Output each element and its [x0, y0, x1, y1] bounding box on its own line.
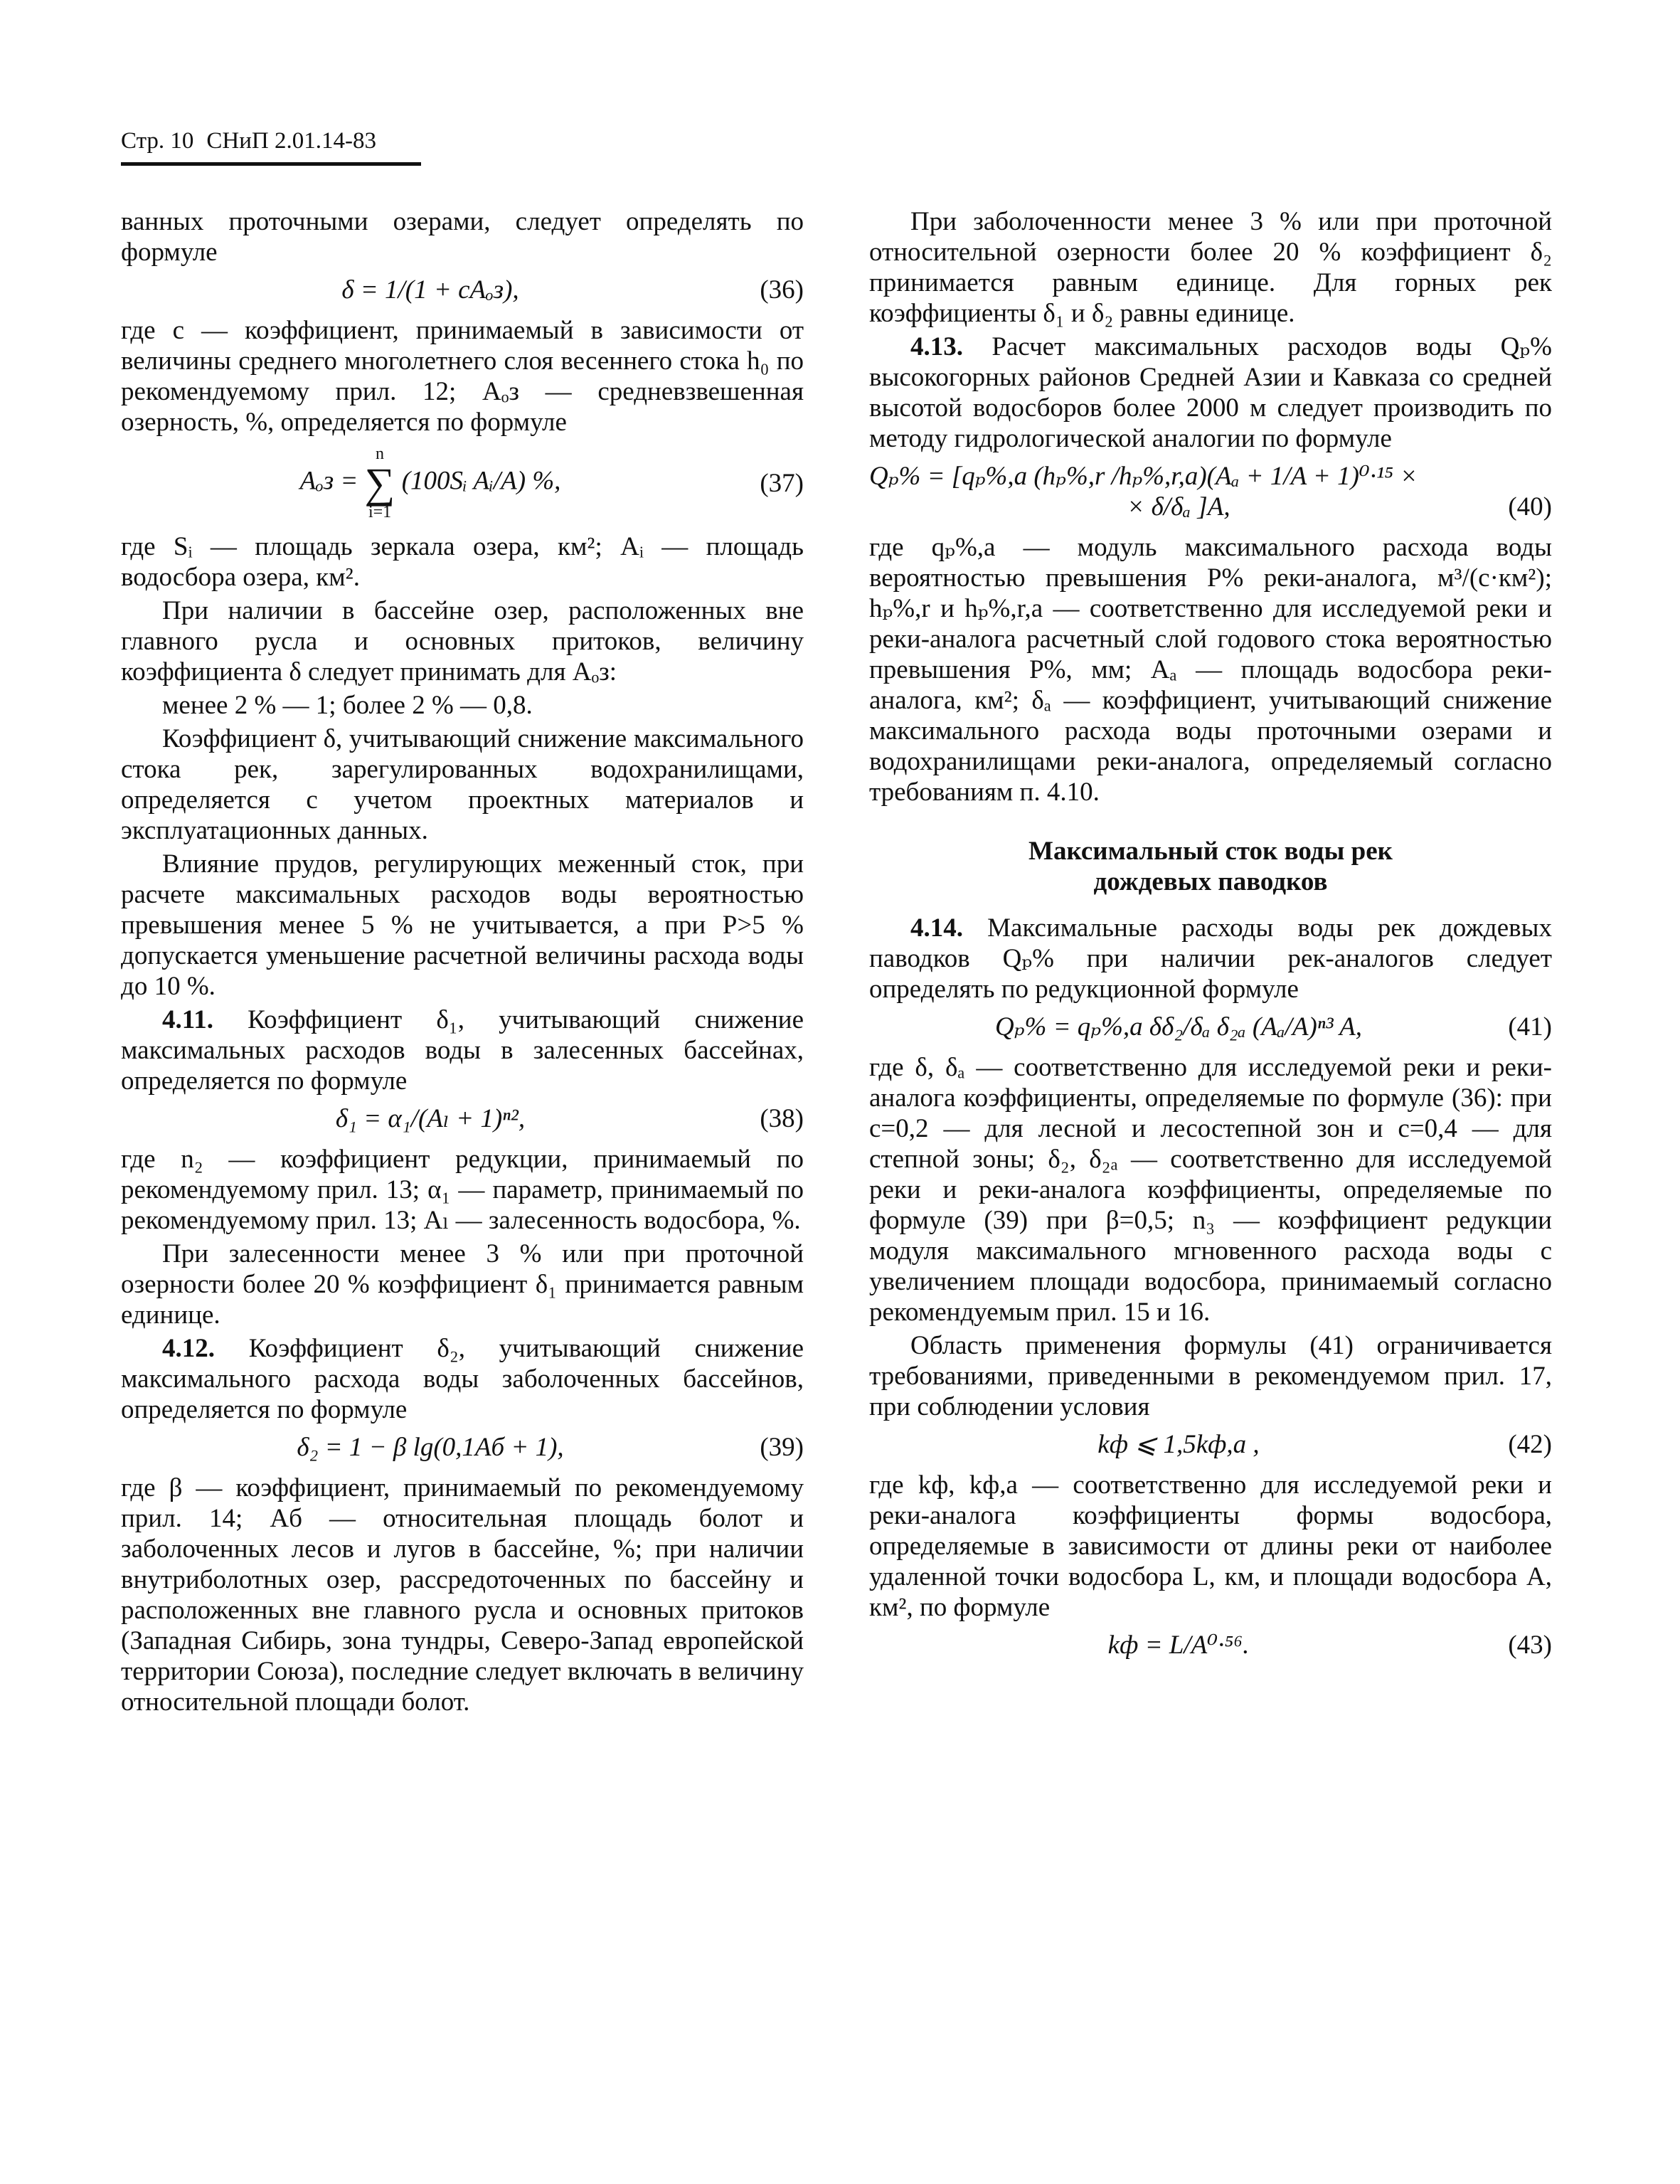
- formula-expression: Qₚ% = [qₚ%,a (hₚ%,r /hₚ%,r,a)(Aₐ + 1/A + 1)⁰·¹⁵ ×: [869, 462, 1418, 491]
- formula-37: [121, 445, 804, 521]
- left-column: [121, 206, 804, 1720]
- page-header: [121, 128, 376, 154]
- formula-number: (42): [1508, 1430, 1552, 1459]
- paragraph: При залесенности менее 3 % или при проточной озерности более 20 % коэффициент δ₁ принимается равным единице.: [121, 1239, 804, 1330]
- formula-expression: δ₁ = α₁/(Aₗ + 1)ⁿ²,: [335, 1104, 526, 1133]
- formula-expression: Qₚ% = qₚ%,a δδ₂/δₐ δ₂ₐ (Aₐ/A)ⁿ³ A,: [995, 1012, 1362, 1041]
- sum-lower-limit: i=1: [368, 503, 392, 521]
- formula-expression: kф ⩽ 1,5kф,a ,: [1097, 1430, 1260, 1459]
- formula-number: (43): [1508, 1631, 1552, 1660]
- formula-number: (36): [760, 275, 804, 304]
- formula-40-line-2: [869, 492, 1552, 522]
- formula-41: [869, 1012, 1552, 1042]
- formula-expression: [121, 445, 740, 521]
- formula-rhs: (100Sᵢ Aᵢ/A) %,: [401, 466, 561, 496]
- section-title: [869, 836, 1552, 897]
- formula-expression: δ = 1/(1 + cAₒз),: [341, 275, 519, 304]
- formula-expression: kф = L/A⁰·⁵⁶.: [1107, 1631, 1250, 1660]
- formula-number: (41): [1508, 1012, 1552, 1041]
- paragraph: где c — коэффициент, принимаемый в зависимости от величины среднего многолетнего слоя весеннего стока h₀ по рекомендуемому прил. 12; Aₒз — средневзвешенная озерность, %, определяется по формуле: [121, 316, 804, 437]
- paragraph: где δ, δₐ — соответственно для исследуемой реки и реки-аналога коэффициенты, определяемые по формуле (36): при c=0,2 — для лесной и лесостепной зон и c=0,4 — для степной зоны; δ₂, δ₂ₐ — соответственно для исследуемой реки и реки-аналога коэффициенты, определяемые по формуле (39) при β=0,5; n₃ — коэффициент редукции модуля максимального мгновенного расхода воды с увеличением площади водосбора, принимаемый согласно рекомендуемым прил. 15 и 16.: [869, 1053, 1552, 1327]
- formula-expression: × δ/δₐ ]A,: [1127, 492, 1230, 521]
- formula-expression: δ₂ = 1 − β lg(0,1Aб + 1),: [297, 1433, 564, 1462]
- formula-43: [869, 1630, 1552, 1660]
- paragraph: где Sᵢ — площадь зеркала озера, км²; Aᵢ — площадь водосбора озера, км².: [121, 532, 804, 592]
- paragraph: Влияние прудов, регулирующих меженный сток, при расчете максимальных расходов воды вероятностью превышения менее 5 % не учитывается, а при P>5 % допускается уменьшение расчетной величины расхода воды до 10 %.: [121, 849, 804, 1001]
- document-code: СНиП 2.01.14-83: [206, 128, 376, 154]
- clause-number: 4.11.: [162, 1005, 213, 1034]
- clause-text: Коэффициент δ₂, учитывающий снижение максимального расхода воды заболоченных бассейнов, определяется по формуле: [121, 1334, 804, 1424]
- paragraph: где n₂ — коэффициент редукции, принимаемый по рекомендуемому прил. 13; α₁ — параметр, принимаемый по рекомендуемому прил. 13; Aₗ — залесенность водосбора, %.: [121, 1145, 804, 1235]
- right-column: [869, 206, 1552, 1670]
- formula-38: [121, 1103, 804, 1134]
- clause-number: 4.14.: [910, 913, 963, 943]
- paragraph: где qₚ%,a — модуль максимального расхода воды вероятностью превышения P% реки-аналога, м³/(с·км²); hₚ%,r и hₚ%,r,a — соответственно для исследуемой реки и реки-аналога расчетный слой годового стока вероятностью превышения P%, мм; Aₐ — площадь водосбора реки-аналога, км²; δₐ — коэффициент, учитывающий снижение максимального расхода воды проточными озерами и водохранилищами реки-аналога, определяемый согласно требованиям п. 4.10.: [869, 533, 1552, 807]
- paragraph: При наличии в бассейне озер, расположенных вне главного русла и основных притоков, величину коэффициента δ следует принимать для Aₒз:: [121, 596, 804, 687]
- paragraph: При заболоченности менее 3 % или при проточной относительной озерности более 20 % коэффициент δ₂ принимается равным единице. Для горных рек коэффициенты δ₁ и δ₂ равны единице.: [869, 207, 1552, 328]
- formula-number: (37): [760, 468, 804, 498]
- paragraph: менее 2 % — 1; более 2 % — 0,8.: [162, 691, 533, 720]
- section-title-line: дождевых паводков: [1093, 867, 1328, 896]
- formula-number: (40): [1508, 492, 1552, 521]
- clause-4-13: [869, 332, 1552, 454]
- section-title-line: Максимальный сток воды рек: [1028, 837, 1393, 866]
- formula-42: [869, 1429, 1552, 1460]
- clause-number: 4.12.: [162, 1334, 215, 1363]
- sigma-symbol: ∑: [364, 460, 395, 507]
- paragraph: где β — коэффициент, принимаемый по рекомендуемому прил. 14; Aб — относительная площадь болот и заболоченных лесов и лугов в бассейне, %; при наличии внутриболотных озер, рассредоточенных по бассейну и расположенных вне главного русла и основных притоков (Западная Сибирь, зона тундры, Северо-Запад европейской территории Союза), последние следует включать в величину относительной площади болот.: [121, 1473, 804, 1717]
- formula-39: [121, 1432, 804, 1463]
- sum-upper-limit: n: [376, 445, 385, 463]
- clause-text: Коэффициент δ₁, учитывающий снижение максимальных расходов воды в залесенных бассейнах, определяется по формуле: [121, 1005, 804, 1096]
- clause-4-11: [121, 1004, 804, 1096]
- clause-4-12: [121, 1333, 804, 1425]
- header-rule: [121, 162, 421, 166]
- formula-40-line-1: [869, 461, 1552, 492]
- paragraph: Коэффициент δ, учитывающий снижение максимального стока рек, зарегулированных водохранилищами, определяется с учетом проектных материалов и эксплуатационных данных.: [121, 724, 804, 845]
- clause-number: 4.13.: [910, 332, 963, 361]
- formula-lhs: Aₒз =: [299, 466, 358, 496]
- formula-36: [121, 275, 804, 305]
- paragraph: где kф, kф,a — соответственно для исследуемой реки и реки-аналога коэффициенты формы водосбора, определяемые в зависимости от длины реки от наиболее удаленной точки водосбора L, км, и площади водосбора A, км², по формуле: [869, 1470, 1552, 1622]
- formula-number: (38): [760, 1104, 804, 1133]
- page-number: Стр. 10: [121, 128, 194, 154]
- clause-text: Расчет максимальных расходов воды Qₚ% высокогорных районов Средней Азии и Кавказа со средней высотой водосборов более 2000 м следует производить по методу гидрологической аналогии по формуле: [869, 332, 1552, 453]
- clause-text: Максимальные расходы воды рек дождевых паводков Qₚ% при наличии рек-аналогов следует определять по редукционной формуле: [869, 913, 1552, 1004]
- sum-operator: [365, 445, 395, 521]
- clause-4-14: [869, 913, 1552, 1004]
- paragraph: Область применения формулы (41) ограничивается требованиями, приведенными в рекомендуемом прил. 17, при соблюдении условия: [869, 1331, 1552, 1421]
- paragraph: ванных проточными озерами, следует определять по формуле: [121, 207, 804, 267]
- formula-number: (39): [760, 1433, 804, 1462]
